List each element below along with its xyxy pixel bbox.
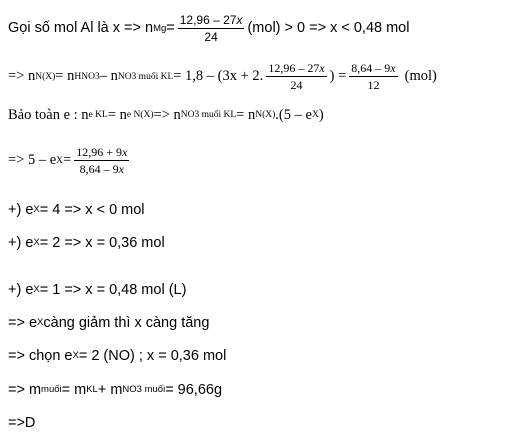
line-choose-ex: => chọn e X = 2 (NO) ; x = 0,36 mol [8, 348, 227, 364]
line-case-ex-1: +) e X = 1 => x = 0,48 mol (L) [8, 282, 187, 298]
fraction-mg-moles-2: $\frac{12,96 - 27x}{24}$ [268, 61, 325, 92]
line-ex-equation: => 5 – e X = $\frac{12,96 + 9x}{8,64 - 9x}$ [8, 145, 128, 176]
fraction-mg-moles: $\frac{12,96 - 27x}{24}$ [179, 13, 243, 44]
fraction-n-x: $\frac{8,64 - 9x}{12}$ [351, 61, 396, 92]
line-case-ex-2: +) e X = 2 => x = 0,36 mol [8, 235, 165, 251]
line-case-ex-4: +) e X = 4 => x < 0 mol [8, 202, 145, 218]
fraction-ex: $\frac{12,96 + 9x}{8,64 - 9x}$ [76, 145, 128, 176]
line-salt-mass: => m muối = m KL + m NO3 muối = 96,66g [8, 382, 223, 398]
line-ex-trend: => e X càng giảm thì x càng tăng [8, 315, 210, 331]
line-n-moles-x: => n N(X) = n HNO3 – n NO3 muối KL = 1,8 – (3x + 2. $\frac{12,96 - 27x}{24}$ ) = $\frac{8,64 - 9x}{12}$ (mol) [8, 61, 437, 92]
line-electron-balance: Bảo toàn e : n e KL = n e N(X) => n NO3 muối KL = n N(X) .(5 – e X ) [8, 107, 324, 123]
line-al-moles: Gọi số mol Al là x => n Mg = $\frac{12,96 - 27x}{24}$ (mol) > 0 => x < 0,48 mol [8, 13, 410, 44]
line-answer: =>D [8, 415, 36, 431]
